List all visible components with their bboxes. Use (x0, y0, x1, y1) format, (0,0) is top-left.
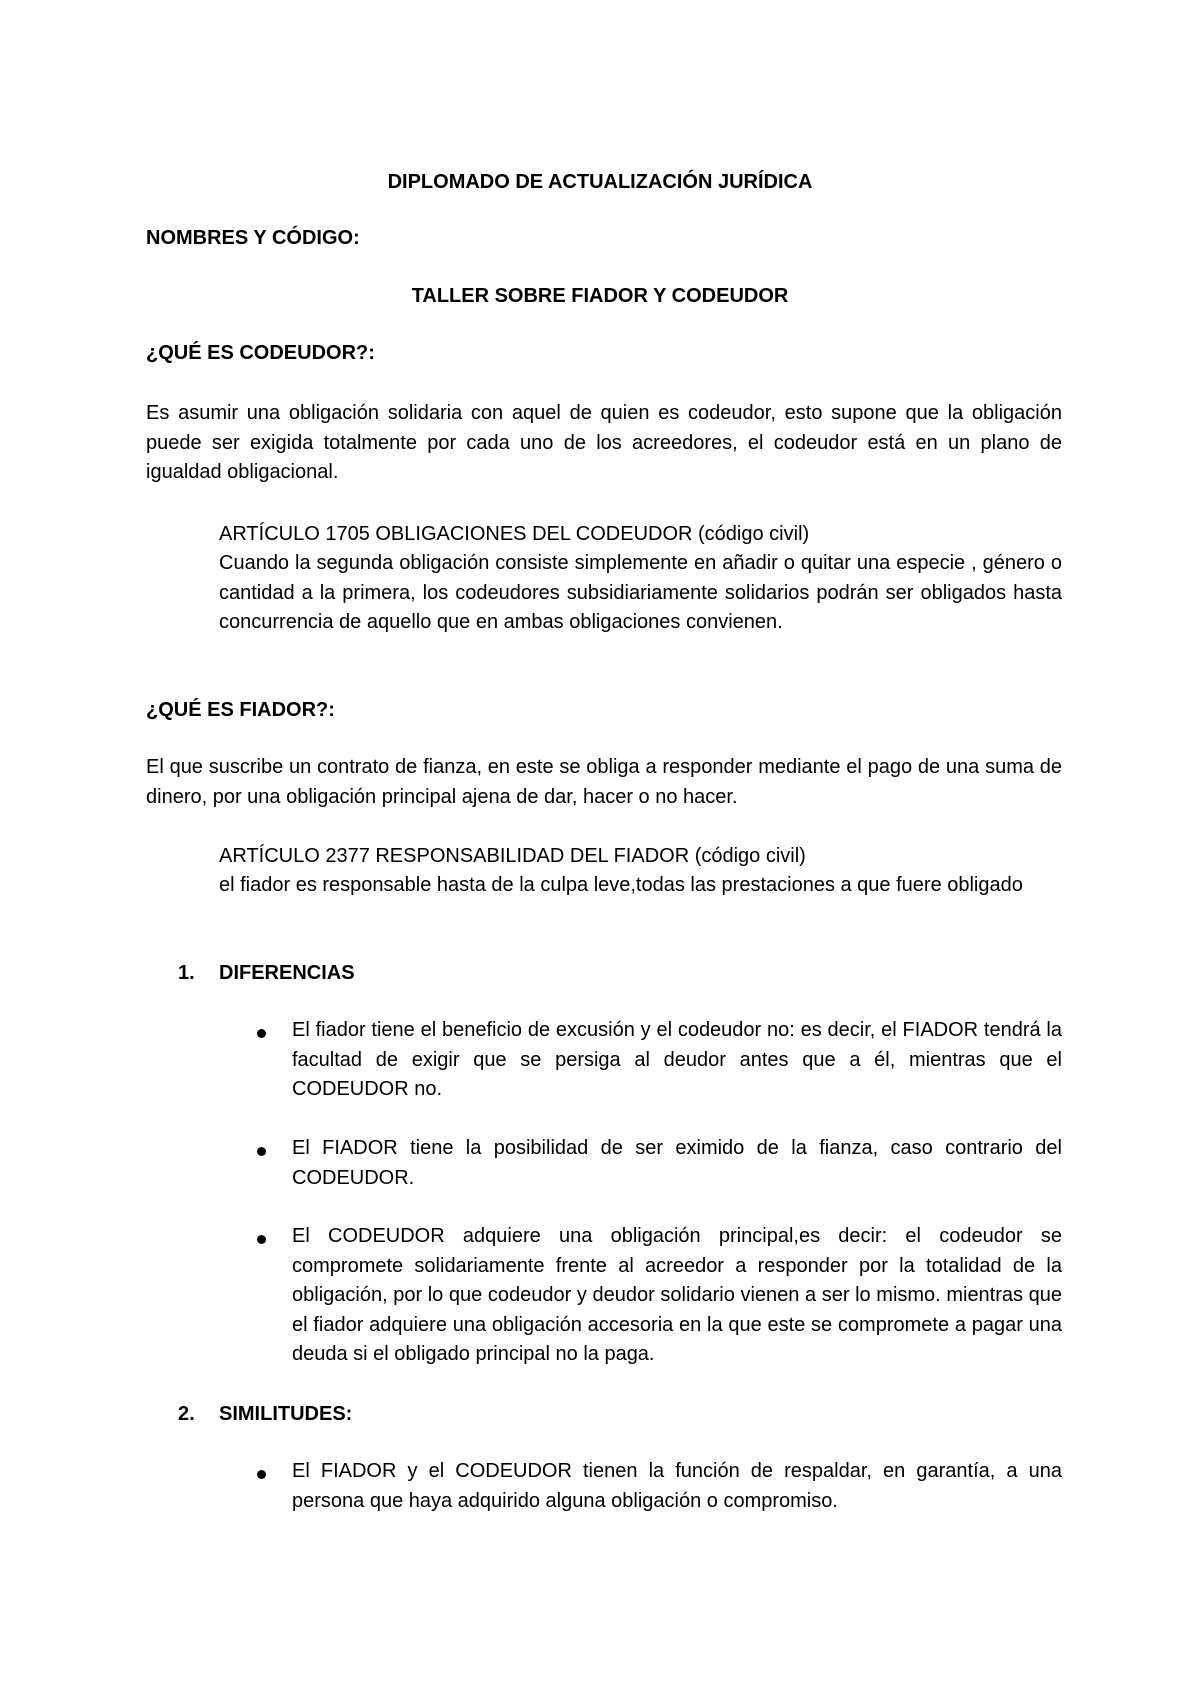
bullet-icon (257, 1029, 266, 1038)
names-label: NOMBRES Y CÓDIGO: (146, 227, 360, 249)
fiador-article-text: el fiador es responsable hasta de la culpa leve,todas las prestaciones a que fuere obligado (219, 874, 1023, 896)
codeudor-heading: ¿QUÉ ES CODEUDOR?: (146, 342, 375, 364)
document-title: DIPLOMADO DE ACTUALIZACIÓN JURÍDICA (387, 171, 813, 193)
codeudor-article-title: ARTÍCULO 1705 OBLIGACIONES DEL CODEUDOR (código civil) (219, 523, 810, 545)
difference-item-3: El CODEUDOR adquiere una obligación principal,es decir: el codeudor se compromete solidariamente frente al acreedor a responder por la totalidad de la obligación, por lo que codeudor y deudor solidario vienen a ser lo mismo. mientras que el fiador adquiere una obligación accesoria en la que este se compromete a pagar una deuda si el obligado principal no la paga. (292, 1225, 1062, 1365)
differences-heading: DIFERENCIAS (219, 962, 355, 984)
fiador-heading: ¿QUÉ ES FIADOR?: (146, 699, 335, 721)
fiador-article-title: ARTÍCULO 2377 RESPONSABILIDAD DEL FIADOR (código civil) (219, 845, 806, 867)
differences-number: 1. (178, 962, 195, 984)
fiador-definition: El que suscribe un contrato de fianza, en este se obliga a responder mediante el pago de una suma de dinero, por una obligación principal ajena de dar, hacer o no hacer. (146, 756, 1062, 808)
codeudor-article-text: Cuando la segunda obligación consiste simplemente en añadir o quitar una especie , género o cantidad a la primera, los codeudores subsidiariamente solidarios podrán ser obligados hasta concurrencia de aquello que en ambas obligaciones convienen. (219, 552, 1062, 633)
difference-item-2: El FIADOR tiene la posibilidad de ser eximido de la fianza, caso contrario del CODEUDOR. (292, 1137, 1062, 1189)
bullet-icon (257, 1235, 266, 1244)
similarities-number: 2. (178, 1403, 195, 1425)
similarity-item-1: El FIADOR y el CODEUDOR tienen la función de respaldar, en garantía, a una persona que haya adquirido alguna obligación o compromiso. (292, 1460, 1062, 1512)
codeudor-definition: Es asumir una obligación solidaria con aquel de quien es codeudor, esto supone que la obligación puede ser exigida totalmente por cada uno de los acreedores, el codeudor está en un plano de igualdad obligacional. (146, 402, 1062, 483)
difference-item-1: El fiador tiene el beneficio de excusión y el codeudor no: es decir, el FIADOR tendrá la facultad de exigir que se persiga al deudor antes que a él, mientras que el CODEUDOR no. (292, 1019, 1062, 1100)
bullet-icon (257, 1470, 266, 1479)
bullet-icon (257, 1147, 266, 1156)
similarities-heading: SIMILITUDES: (219, 1403, 353, 1425)
workshop-title: TALLER SOBRE FIADOR Y CODEUDOR (411, 285, 789, 307)
